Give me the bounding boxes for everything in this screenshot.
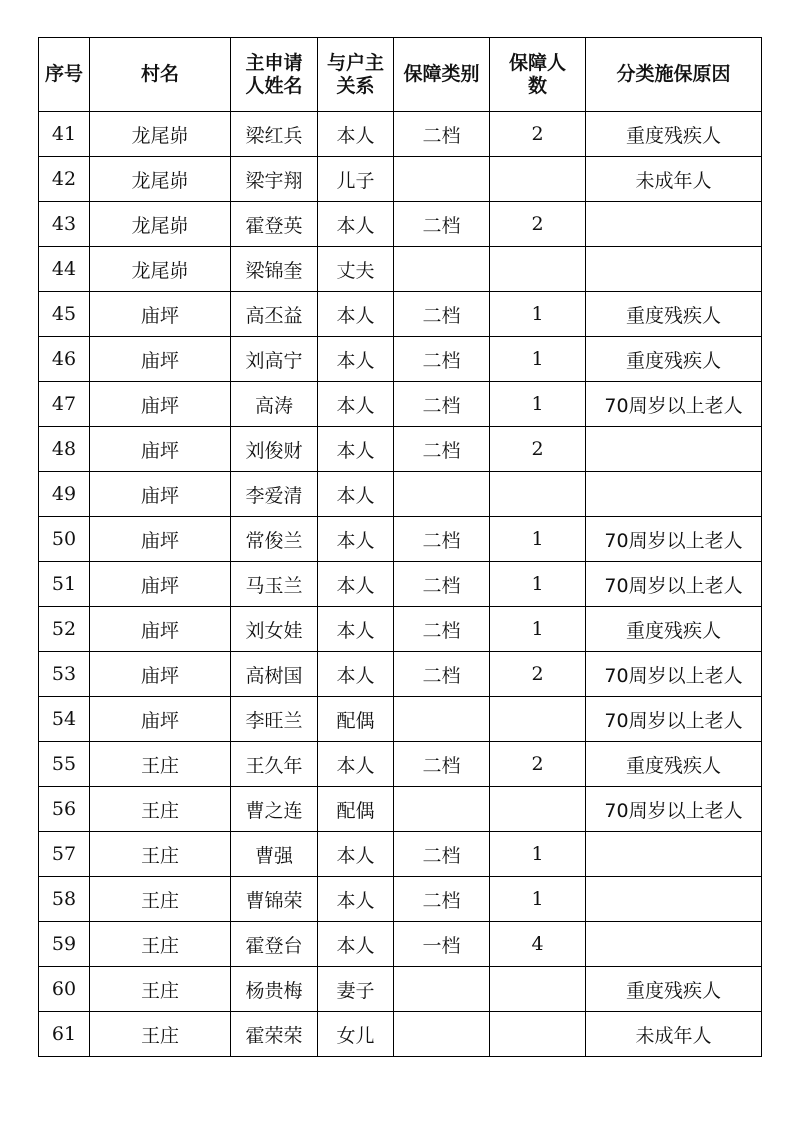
table-row bbox=[39, 832, 762, 877]
cell-village: 王庄 bbox=[90, 1012, 231, 1057]
cell-category: 一档 bbox=[394, 922, 490, 967]
table-row bbox=[39, 517, 762, 562]
table-body bbox=[39, 112, 762, 1057]
cell-village: 王庄 bbox=[90, 742, 231, 787]
table-row bbox=[39, 922, 762, 967]
cell-category: 二档 bbox=[394, 427, 490, 472]
cell-village: 庙坪 bbox=[90, 607, 231, 652]
cell-category bbox=[394, 1012, 490, 1057]
cell-relation: 配偶 bbox=[318, 697, 394, 742]
cell-category bbox=[394, 157, 490, 202]
cell-village: 庙坪 bbox=[90, 337, 231, 382]
cell-category bbox=[394, 472, 490, 517]
cell-reason: 重度残疾人 bbox=[586, 742, 762, 787]
header-count-line1: 保障人 bbox=[508, 51, 566, 74]
cell-reason: 重度残疾人 bbox=[586, 112, 762, 157]
cell-village: 王庄 bbox=[90, 832, 231, 877]
cell-category: 二档 bbox=[394, 607, 490, 652]
cell-count: 1 bbox=[490, 337, 586, 382]
cell-relation: 本人 bbox=[318, 112, 394, 157]
cell-reason bbox=[586, 247, 762, 292]
cell-no: 53 bbox=[39, 652, 90, 697]
cell-reason: 重度残疾人 bbox=[586, 607, 762, 652]
cell-relation: 本人 bbox=[318, 202, 394, 247]
cell-category bbox=[394, 967, 490, 1012]
cell-no: 51 bbox=[39, 562, 90, 607]
cell-reason bbox=[586, 202, 762, 247]
cell-applicant-name: 梁宇翔 bbox=[231, 157, 318, 202]
cell-reason: 70周岁以上老人 bbox=[586, 697, 762, 742]
header-category: 保障类别 bbox=[394, 38, 490, 112]
header-count-line2: 数 bbox=[527, 74, 547, 97]
cell-village: 龙尾峁 bbox=[90, 202, 231, 247]
table-row bbox=[39, 157, 762, 202]
cell-applicant-name: 杨贵梅 bbox=[231, 967, 318, 1012]
table-row bbox=[39, 427, 762, 472]
cell-reason: 70周岁以上老人 bbox=[586, 517, 762, 562]
cell-relation: 妻子 bbox=[318, 967, 394, 1012]
cell-reason: 未成年人 bbox=[586, 1012, 762, 1057]
cell-no: 49 bbox=[39, 472, 90, 517]
cell-reason bbox=[586, 877, 762, 922]
cell-category: 二档 bbox=[394, 292, 490, 337]
cell-village: 王庄 bbox=[90, 967, 231, 1012]
cell-applicant-name: 高涛 bbox=[231, 382, 318, 427]
cell-no: 57 bbox=[39, 832, 90, 877]
cell-count: 1 bbox=[490, 517, 586, 562]
cell-reason: 70周岁以上老人 bbox=[586, 562, 762, 607]
cell-reason: 未成年人 bbox=[586, 157, 762, 202]
cell-no: 50 bbox=[39, 517, 90, 562]
cell-reason: 重度残疾人 bbox=[586, 967, 762, 1012]
header-applicant-line2: 人姓名 bbox=[245, 74, 303, 97]
cell-relation: 本人 bbox=[318, 742, 394, 787]
cell-relation: 本人 bbox=[318, 382, 394, 427]
cell-applicant-name: 高树国 bbox=[231, 652, 318, 697]
assistance-table bbox=[38, 37, 762, 1057]
cell-reason bbox=[586, 472, 762, 517]
cell-category: 二档 bbox=[394, 742, 490, 787]
cell-applicant-name: 霍登英 bbox=[231, 202, 318, 247]
cell-count: 4 bbox=[490, 922, 586, 967]
cell-count bbox=[490, 697, 586, 742]
cell-category bbox=[394, 697, 490, 742]
table-row bbox=[39, 562, 762, 607]
cell-applicant-name: 曹强 bbox=[231, 832, 318, 877]
table-row bbox=[39, 607, 762, 652]
cell-village: 龙尾峁 bbox=[90, 157, 231, 202]
cell-relation: 本人 bbox=[318, 877, 394, 922]
cell-no: 56 bbox=[39, 787, 90, 832]
cell-reason bbox=[586, 427, 762, 472]
cell-village: 王庄 bbox=[90, 922, 231, 967]
cell-no: 52 bbox=[39, 607, 90, 652]
cell-applicant-name: 马玉兰 bbox=[231, 562, 318, 607]
cell-applicant-name: 王久年 bbox=[231, 742, 318, 787]
cell-count bbox=[490, 1012, 586, 1057]
cell-applicant-name: 刘俊财 bbox=[231, 427, 318, 472]
cell-applicant-name: 霍荣荣 bbox=[231, 1012, 318, 1057]
header-applicant bbox=[231, 38, 318, 112]
cell-relation: 本人 bbox=[318, 427, 394, 472]
cell-village: 庙坪 bbox=[90, 292, 231, 337]
cell-relation: 丈夫 bbox=[318, 247, 394, 292]
cell-applicant-name: 梁红兵 bbox=[231, 112, 318, 157]
header-relation-line2: 关系 bbox=[336, 74, 375, 97]
cell-no: 61 bbox=[39, 1012, 90, 1057]
cell-category: 二档 bbox=[394, 562, 490, 607]
cell-no: 41 bbox=[39, 112, 90, 157]
cell-relation: 配偶 bbox=[318, 787, 394, 832]
cell-relation: 本人 bbox=[318, 832, 394, 877]
cell-category: 二档 bbox=[394, 517, 490, 562]
cell-reason: 重度残疾人 bbox=[586, 337, 762, 382]
header-no: 序号 bbox=[39, 38, 90, 112]
cell-count: 1 bbox=[490, 607, 586, 652]
table-row bbox=[39, 202, 762, 247]
cell-village: 王庄 bbox=[90, 877, 231, 922]
cell-category: 二档 bbox=[394, 832, 490, 877]
cell-no: 55 bbox=[39, 742, 90, 787]
cell-applicant-name: 曹之连 bbox=[231, 787, 318, 832]
cell-reason: 重度残疾人 bbox=[586, 292, 762, 337]
cell-reason: 70周岁以上老人 bbox=[586, 787, 762, 832]
table-row bbox=[39, 1012, 762, 1057]
cell-count: 1 bbox=[490, 832, 586, 877]
cell-category: 二档 bbox=[394, 112, 490, 157]
cell-reason: 70周岁以上老人 bbox=[586, 382, 762, 427]
header-relation bbox=[318, 38, 394, 112]
table-row bbox=[39, 697, 762, 742]
table-row bbox=[39, 292, 762, 337]
cell-village: 庙坪 bbox=[90, 517, 231, 562]
cell-count: 1 bbox=[490, 382, 586, 427]
cell-count: 2 bbox=[490, 427, 586, 472]
cell-village: 龙尾峁 bbox=[90, 247, 231, 292]
cell-village: 庙坪 bbox=[90, 427, 231, 472]
cell-no: 47 bbox=[39, 382, 90, 427]
cell-village: 庙坪 bbox=[90, 562, 231, 607]
cell-applicant-name: 霍登台 bbox=[231, 922, 318, 967]
cell-no: 58 bbox=[39, 877, 90, 922]
cell-applicant-name: 刘女娃 bbox=[231, 607, 318, 652]
cell-village: 庙坪 bbox=[90, 697, 231, 742]
cell-no: 59 bbox=[39, 922, 90, 967]
cell-no: 60 bbox=[39, 967, 90, 1012]
table-row bbox=[39, 472, 762, 517]
header-village: 村名 bbox=[90, 38, 231, 112]
cell-reason bbox=[586, 832, 762, 877]
cell-relation: 本人 bbox=[318, 472, 394, 517]
cell-no: 46 bbox=[39, 337, 90, 382]
cell-village: 庙坪 bbox=[90, 472, 231, 517]
cell-count: 2 bbox=[490, 652, 586, 697]
cell-count bbox=[490, 157, 586, 202]
header-row bbox=[39, 38, 762, 112]
cell-category: 二档 bbox=[394, 877, 490, 922]
header-relation-line1: 与户主 bbox=[326, 51, 384, 74]
cell-count: 2 bbox=[490, 202, 586, 247]
table-row bbox=[39, 967, 762, 1012]
table-row bbox=[39, 382, 762, 427]
cell-count bbox=[490, 247, 586, 292]
cell-count bbox=[490, 787, 586, 832]
cell-count: 1 bbox=[490, 562, 586, 607]
header-reason: 分类施保原因 bbox=[586, 38, 762, 112]
cell-relation: 本人 bbox=[318, 292, 394, 337]
cell-category: 二档 bbox=[394, 202, 490, 247]
table-row bbox=[39, 652, 762, 697]
cell-category bbox=[394, 787, 490, 832]
cell-village: 王庄 bbox=[90, 787, 231, 832]
cell-no: 54 bbox=[39, 697, 90, 742]
cell-relation: 本人 bbox=[318, 562, 394, 607]
header-count bbox=[490, 38, 586, 112]
cell-count: 2 bbox=[490, 742, 586, 787]
table-row bbox=[39, 112, 762, 157]
cell-relation: 儿子 bbox=[318, 157, 394, 202]
cell-applicant-name: 曹锦荣 bbox=[231, 877, 318, 922]
cell-no: 48 bbox=[39, 427, 90, 472]
cell-category: 二档 bbox=[394, 652, 490, 697]
cell-no: 42 bbox=[39, 157, 90, 202]
cell-relation: 本人 bbox=[318, 517, 394, 562]
cell-category: 二档 bbox=[394, 337, 490, 382]
cell-count: 1 bbox=[490, 292, 586, 337]
cell-no: 43 bbox=[39, 202, 90, 247]
cell-relation: 本人 bbox=[318, 607, 394, 652]
cell-count bbox=[490, 472, 586, 517]
table-row bbox=[39, 742, 762, 787]
cell-count bbox=[490, 967, 586, 1012]
cell-category: 二档 bbox=[394, 382, 490, 427]
cell-count: 2 bbox=[490, 112, 586, 157]
cell-reason: 70周岁以上老人 bbox=[586, 652, 762, 697]
cell-applicant-name: 梁锦奎 bbox=[231, 247, 318, 292]
cell-relation: 本人 bbox=[318, 922, 394, 967]
cell-village: 龙尾峁 bbox=[90, 112, 231, 157]
cell-applicant-name: 常俊兰 bbox=[231, 517, 318, 562]
cell-count: 1 bbox=[490, 877, 586, 922]
table-row bbox=[39, 787, 762, 832]
cell-reason bbox=[586, 922, 762, 967]
table-row bbox=[39, 247, 762, 292]
header-applicant-line1: 主申请 bbox=[245, 51, 303, 74]
cell-applicant-name: 高丕益 bbox=[231, 292, 318, 337]
cell-village: 庙坪 bbox=[90, 382, 231, 427]
cell-applicant-name: 李爱清 bbox=[231, 472, 318, 517]
table-row bbox=[39, 877, 762, 922]
cell-no: 45 bbox=[39, 292, 90, 337]
cell-category bbox=[394, 247, 490, 292]
cell-relation: 本人 bbox=[318, 652, 394, 697]
cell-relation: 女儿 bbox=[318, 1012, 394, 1057]
table-row bbox=[39, 337, 762, 382]
cell-no: 44 bbox=[39, 247, 90, 292]
cell-applicant-name: 刘高宁 bbox=[231, 337, 318, 382]
cell-relation: 本人 bbox=[318, 337, 394, 382]
cell-applicant-name: 李旺兰 bbox=[231, 697, 318, 742]
cell-village: 庙坪 bbox=[90, 652, 231, 697]
